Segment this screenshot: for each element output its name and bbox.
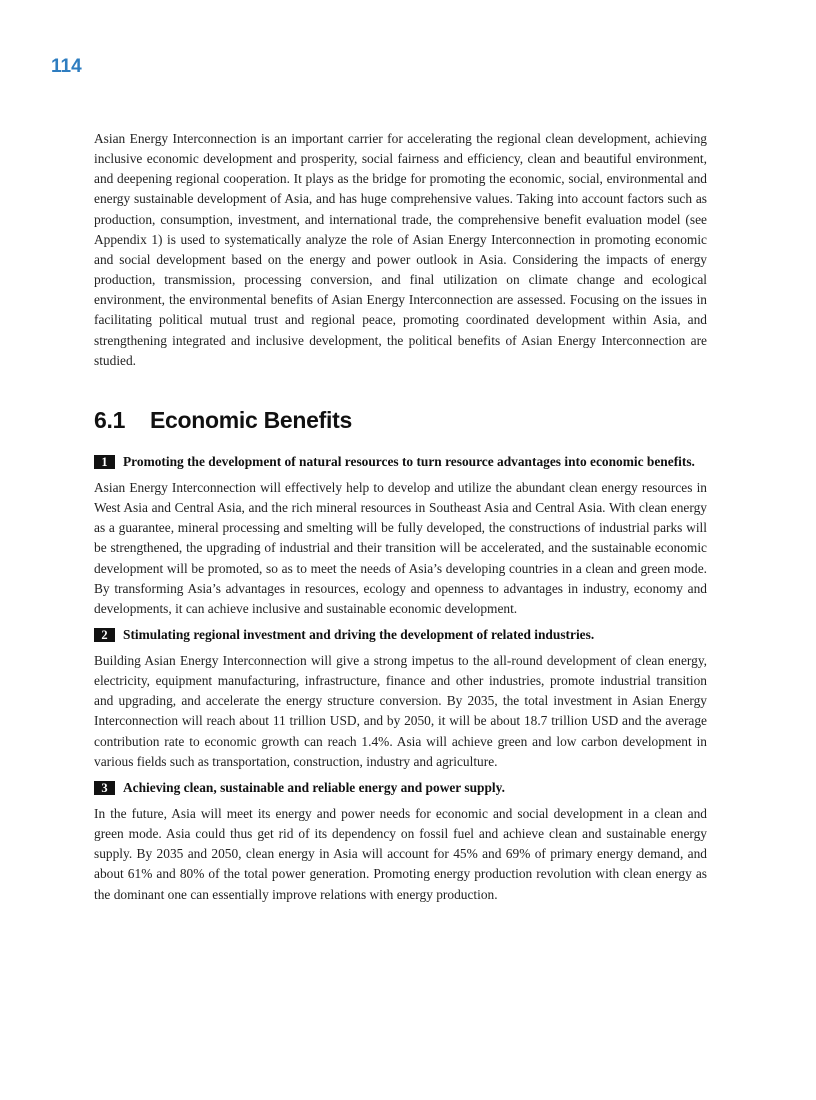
subsection-title: Stimulating regional investment and driving the development of related industries. (123, 626, 595, 642)
subsection-body-2: Building Asian Energy Interconnection will give a strong impetus to the all-round development of clean energy, electricity, equipment manufacturing, infrastructure, finance and other industries, promote industrial transition and upgrading, and accelerate the energy structure conversion. By 2035, the total investment in Asian Energy Interconnection will reach about 11 trillion USD, and by 2050, it will be about 18.7 trillion USD and the average contribution rate to economic growth can reach 1.4%. Asia will achieve green and low carbon development in various fields such as transportation, construction, industry and agriculture. (94, 652, 707, 769)
section-heading (94, 406, 707, 434)
number-badge: 2 (94, 628, 115, 642)
subsection-heading-3 (94, 778, 707, 798)
subsection-body-1: Asian Energy Interconnection will effectively help to develop and utilize the abundant clean energy resources in West Asia and Central Asia, and the rich mineral resources in Southeast Asia and Central Asia. With clean energy as a guarantee, mineral processing and smelting will be fully developed, the constructions of industrial parks will be strengthened, the upgrading of industrial and their transition will be accelerated, and the sustainable economic development will be promoted, so as to meet the needs of Asia’s developing countries in a clean and green mode. By transforming Asia’s advantages in resources, ecology and openness to advantages in industry, economy and developments, it can achieve inclusive and sustainable economic development. (94, 479, 707, 616)
number-badge: 3 (94, 781, 115, 795)
page-number: 114 (51, 56, 82, 77)
subsection-heading-2 (94, 625, 707, 645)
subsection-heading-1 (94, 452, 707, 472)
subsection-title: Promoting the development of natural resources to turn resource advantages into economic benefits. (123, 453, 695, 469)
section-title: Economic Benefits (150, 406, 352, 433)
intro-paragraph: Asian Energy Interconnection is an important carrier for accelerating the regional clean development, achieving inclusive economic development and prosperity, social fairness and efficiency, clean and beautiful environment, and deepening regional cooperation. It plays as the bridge for promoting the economic, social, environmental and energy sustainable development of Asia, and has huge comprehensive values. Taking into account factors such as production, consumption, investment, and international trade, the comprehensive benefit evaluation model (see Appendix 1) is used to systematically analyze the role of Asian Energy Interconnection in promoting economic and social development based on the energy and power outlook in Asia. Considering the impacts of energy production, transmission, processing conversion, and final utilization on climate change and ecological environment, the environmental benefits of Asian Energy Interconnection are assessed. Focusing on the issues in facilitating political mutual trust and regional peace, promoting coordinated development within Asia, and strengthening integrated and inclusive development, the political benefits of Asian Energy Interconnection are studied. (94, 131, 707, 368)
subsection-body-3: In the future, Asia will meet its energy and power needs for economic and social development in a clean and green mode. Asia could thus get rid of its dependency on fossil fuel and achieve clean and sustainable energy supply. By 2035 and 2050, clean energy in Asia will account for 45% and 69% of primary energy demand, and about 61% and 80% of the total power generation. Promoting energy production revolution with clean energy as the dominant one can essentially improve relations with energy production. (94, 805, 707, 902)
number-badge: 1 (94, 455, 115, 469)
subsection-title: Achieving clean, sustainable and reliable energy and power supply. (123, 779, 505, 795)
section-number: 6.1 (94, 406, 126, 433)
page-content (94, 129, 707, 905)
